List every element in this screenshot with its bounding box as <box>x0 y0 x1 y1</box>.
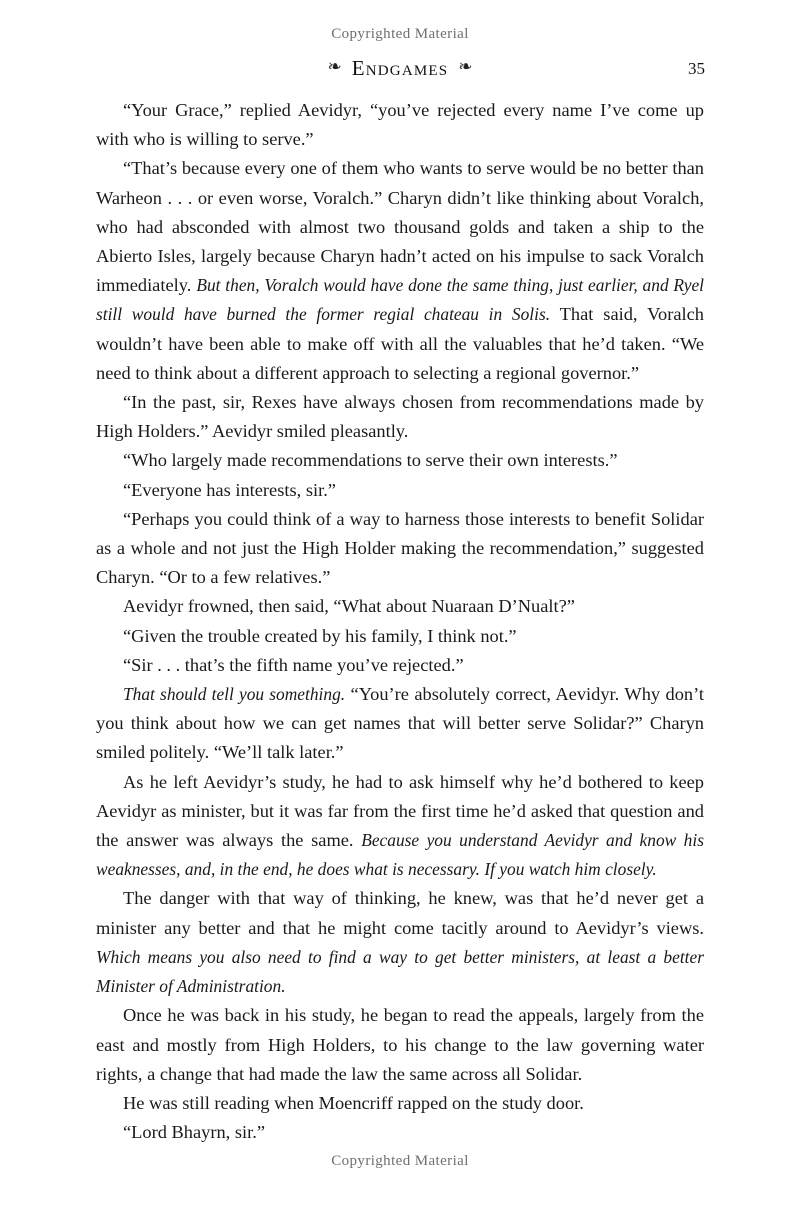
text-run: “Perhaps you could think of a way to harness those interests to benefit Solidar as a whole and not just the High Holder making the recommendation,” suggested Charyn. “Or to a few relatives.” <box>96 508 704 588</box>
text-run: “In the past, sir, Rexes have always chosen from recommendations made by High Holders.” Aevidyr smiled pleasantly. <box>96 392 704 442</box>
running-head-center <box>95 56 705 81</box>
paragraph <box>96 476 704 505</box>
paragraph <box>96 505 704 593</box>
text-run: “Everyone has interests, sir.” <box>123 479 336 500</box>
italic-run: Which means you also need to find a way to get better ministers, at least a better Minister of Administration. <box>96 946 704 997</box>
text-run: “Sir . . . that’s the fifth name you’ve rejected.” <box>123 654 464 675</box>
text-run: Once he was back in his study, he began to read the appeals, largely from the east and mostly from High Holders, to his change to the law governing water rights, a change that had made the law the same across all Solidar. <box>96 1005 704 1084</box>
italic-run: But then, Voralch would have done the same thing, just earlier, and Ryel still would have burned the former regial chateau in Solis. <box>96 275 704 325</box>
copyright-watermark-bottom: Copyrighted Material <box>331 1153 469 1169</box>
italic-run: Because you understand Aevidyr and know his weaknesses, and, in the end, he does what is necessary. If you watch him closely. <box>96 830 704 880</box>
book-title: Endgames <box>351 56 449 80</box>
paragraph <box>96 884 704 1001</box>
ornament-right-icon: ❧ <box>458 57 473 77</box>
text-run: He was still reading when Moencriff rapped on the study door. <box>123 1092 584 1113</box>
text-run: “You’re absolutely correct, Aevidyr. Why don’t you think about how we can get names that will better serve Solidar?” Charyn smiled politely. “We’ll talk later.” <box>96 684 704 763</box>
paragraph <box>96 680 704 768</box>
paragraph <box>96 446 704 475</box>
paragraph <box>96 1089 704 1118</box>
paragraph <box>96 651 704 680</box>
copyright-watermark-top: Copyrighted Material <box>331 26 469 42</box>
paragraph <box>96 1001 704 1089</box>
running-head <box>95 56 705 86</box>
paragraph <box>96 96 704 154</box>
ornament-left-icon: ❧ <box>327 57 342 77</box>
text-run: The danger with that way of thinking, he knew, was that he’d never get a minister any better and that he might come tacitly around to Aevidyr’s views. <box>96 888 704 938</box>
text-run: “That’s because every one of them who wants to serve would be no better than Warheon . . . or even worse, Voralch.” Charyn didn’t like thinking about Voralch, who had absconded with almost two thousand golds and taken a ship to the Abierto Isles, largely because Charyn hadn’t acted on his impulse to sack Voralch immediately. <box>96 158 704 296</box>
paragraph <box>96 592 704 621</box>
text-run: “Given the trouble created by his family, I think not.” <box>123 625 517 646</box>
text-run: That said, Voralch wouldn’t have been able to make off with all the valuables that he’d taken. “We need to think about a different approach to selecting a regional governor.” <box>96 304 704 383</box>
text-run: “Lord Bhayrn, sir.” <box>123 1122 265 1143</box>
text-run: “Who largely made recommendations to serve their own interests.” <box>123 450 618 471</box>
page-number: 35 <box>688 59 705 78</box>
paragraph <box>96 622 704 651</box>
paragraph <box>96 768 704 885</box>
text-run: “Your Grace,” replied Aevidyr, “you’ve rejected every name I’ve come up with who is willing to serve.” <box>96 100 704 150</box>
text-run: As he left Aevidyr’s study, he had to ask himself why he’d bothered to keep Aevidyr as minister, but it was far from the first time he’d asked that question and the answer was always the same. <box>96 771 704 851</box>
body-text <box>96 96 704 1147</box>
paragraph <box>96 154 704 388</box>
italic-run: That should tell you something. <box>123 684 346 705</box>
paragraph <box>96 388 704 446</box>
text-run: Aevidyr frowned, then said, “What about Nuaraan D’Nualt?” <box>123 596 575 617</box>
paragraph <box>96 1118 704 1147</box>
